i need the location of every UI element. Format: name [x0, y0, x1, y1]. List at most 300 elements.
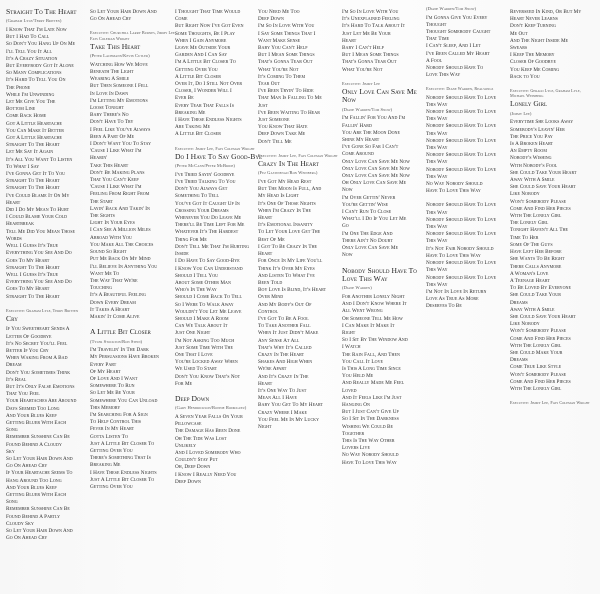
lyric-line: Inside	[175, 251, 189, 258]
lyric-line: But I Just Can't Give Up	[342, 409, 399, 416]
lyric-line: Come Around	[342, 151, 374, 158]
lyric-line: Nobody Should Have To Love	[426, 260, 497, 267]
song-credits: Executive: Graham Lyle, Terry Britten	[6, 307, 79, 313]
lyric-line: So Let Me Be Your	[90, 390, 135, 397]
lyric-line: I'm Letting My Emotions	[90, 97, 148, 104]
lyric-line: Nobody Should Have To Love	[426, 94, 497, 101]
lyric-line: Goes To My Heart	[6, 257, 50, 264]
lyric-line: Back to You	[510, 73, 540, 80]
lyric-line: Time To Her	[510, 234, 539, 241]
song-writers: (Diane Warren/Tom Snow)	[342, 106, 393, 112]
song-block	[258, 9, 346, 146]
lyric-line: Straight To The Heart	[6, 185, 60, 192]
song-credits: Executive: Gerald Lyle, Graham Lyle, Michael Weinberg	[510, 88, 581, 99]
lyric-line: This Way	[426, 145, 448, 152]
lyric-line: Wouldn't You Let Me Leave	[175, 308, 242, 315]
lyric-line: So I Sit By The Window And	[342, 337, 408, 344]
lyric-line: Hanging On	[342, 401, 370, 408]
lyric-line: Straight To The Heart	[6, 142, 60, 149]
lyric-line: I Feel Like You've Always	[90, 126, 151, 133]
song-writers: (Graham Lyle/Terry Britten)	[6, 18, 62, 24]
lyric-line: Go On Ahead Cry	[6, 535, 48, 542]
lyric-line: And Your Blues Keep	[6, 412, 57, 419]
lyric-line: Got A Little Heartache	[6, 120, 63, 127]
lyric-line: Have To Love This Way	[426, 252, 481, 259]
lyric-line: We Used To Start	[175, 366, 218, 373]
lyric-line: This Is The Way Other	[342, 437, 395, 444]
lyric-line: Closer Of Goodbye	[510, 59, 556, 66]
lyric-line: She Wants To Be Right	[510, 256, 565, 263]
lyric-line: Nobody Should Have To Love	[426, 202, 497, 209]
lyric-line: Been A Part Of Me	[90, 133, 135, 140]
song-title: Take This Heart	[90, 41, 141, 51]
lyric-line: I Thought That Time Would	[175, 9, 241, 15]
lyric-line: Baby I Can't Help	[342, 45, 384, 52]
lyric-line: Loved	[342, 387, 357, 394]
lyric-line: When I'm Crazy In The	[258, 207, 311, 214]
lyric-line: So I Sit In The Darkness	[342, 416, 399, 423]
lyric-line: I've Gonna Get It To You	[6, 171, 66, 178]
lyric-line: What You're Not	[258, 66, 299, 73]
lyric-line: It's Real	[6, 376, 27, 383]
song-writers: (Gary Hendrickson/Ronnie Rodriguez)	[175, 405, 247, 411]
verse	[175, 414, 263, 486]
lyric-line: Thought	[426, 21, 447, 28]
lyric-line: Straight To The Heart	[6, 178, 60, 185]
lyric-line: This Way	[426, 238, 448, 245]
lyric-line: A Little Bit Closer	[175, 73, 221, 80]
song-block	[510, 9, 596, 81]
lyric-line: I Keep The Memory	[510, 52, 555, 59]
lyric-line: The Rain Fall, And Then	[342, 351, 400, 358]
song-title: Only Love Can Save Me Now	[342, 87, 417, 105]
lyric-line: The Damage Has Been Done	[175, 428, 241, 435]
lyric-line: But I Had To Call	[6, 34, 50, 41]
song-credits: Executive: Diane Warren, Realsongs	[426, 86, 494, 92]
lyric-line: Baby There's No	[90, 112, 129, 119]
lyric-line: Song	[6, 499, 18, 506]
lyric-line: It's Hard To Talk About It	[342, 23, 406, 30]
lyric-line: Go	[342, 223, 349, 230]
lyric-line: So I Were To Walk Away	[175, 301, 234, 308]
song-title: Do I Have To Say Good-Bye	[175, 151, 263, 161]
lyric-line: Just A Little Bit Closer To	[90, 440, 155, 447]
lyrics-column-5	[342, 6, 430, 592]
lyric-line: Only Love Can Save Me	[342, 245, 399, 252]
lyric-line: Just Someone	[258, 117, 290, 124]
lyric-line: Dream	[6, 362, 22, 369]
lyric-line: You're Locked Away When	[175, 359, 238, 366]
lyric-line: Come Back Home	[6, 113, 47, 120]
lyric-line: It's Emotional Insanity	[258, 222, 313, 229]
lyric-line: Won't Somebody Please	[510, 198, 567, 205]
lyric-line: I Know You Can Understand	[175, 265, 243, 272]
lyric-line: Only Love Can Save Me Now	[342, 158, 410, 165]
lyric-line: If You Sweetheart Sends A	[6, 326, 70, 333]
lyric-line: Don't Be Making Plans	[90, 169, 145, 176]
lyric-line: And I Loved Somebody Who	[175, 449, 241, 456]
lyric-line: Oh The Tide Was Lost	[175, 435, 227, 442]
lyric-line: I've Tried Talking To You	[175, 179, 236, 186]
verse	[426, 15, 514, 80]
lyric-line: Some Thoughts, Be I Play	[175, 30, 236, 37]
lyric-line: Is A Broken Heart	[510, 141, 554, 148]
lyric-line: I've Got My Head Rest	[258, 179, 312, 186]
lyric-line: Abroad With You	[90, 234, 132, 241]
lyric-line: This Memory	[90, 404, 121, 411]
lyric-line: This Way	[426, 267, 448, 274]
lyric-line: This Way	[426, 116, 448, 123]
song-title: A Little Bit Closer	[90, 327, 151, 337]
lyric-line: Nobody Should Have To Love	[426, 109, 497, 116]
lyric-line: Every Tear That Falls Is	[175, 102, 234, 109]
lyric-line: I Can Make It Make It	[342, 322, 395, 329]
lyric-line: An Empty Room	[510, 148, 547, 155]
lyric-line: Let Me Say It Again	[6, 149, 54, 156]
lyric-line: But I Mean Some Things	[342, 52, 399, 59]
lyric-line: I Have These Endless Nights	[175, 117, 242, 124]
song-title: Straight To The Heart	[6, 7, 77, 16]
lyric-line: The Sights	[90, 213, 115, 220]
lyric-line: My Persuasions Have Broken	[90, 354, 159, 361]
lyric-line: With Nobody's Fool	[510, 162, 558, 169]
lyric-line: I've Gone So Far I Can't	[342, 144, 399, 151]
lyric-line: Breaking Me	[90, 462, 121, 469]
lyric-line: Sky	[6, 448, 15, 455]
lyrics-column-2	[90, 6, 178, 592]
lyric-line: Remember Sunshine Can Be	[6, 506, 70, 513]
lyric-line: Now	[342, 252, 353, 259]
lyric-line: Nobody Should Have To Love	[426, 274, 497, 281]
lyric-line: This Way	[426, 101, 448, 108]
lyric-line: Boy Love Is Blind, It's Heart	[258, 287, 327, 294]
lyric-line: Something To Tell	[175, 193, 220, 200]
lyric-line: 'Cause I Like What I'm	[90, 184, 142, 191]
lyrics-column-4	[258, 6, 346, 592]
lyric-line: Garden And I Can Say	[175, 52, 228, 59]
song-title: Crazy In The Heart	[258, 159, 319, 169]
lyric-line: Sound So Right	[90, 249, 127, 256]
lyric-line: Crossing Your Dreams	[175, 207, 229, 214]
lyric-line: Come And Find Her Pieces	[510, 378, 571, 385]
lyric-line: But Everybody Got It Alone	[6, 63, 74, 70]
lyric-line: The Lonely Girl	[510, 220, 549, 227]
lyric-line: I'm Fallin' For You And I'm	[342, 115, 406, 122]
lyric-line: And Really Made Me Feel	[342, 380, 405, 387]
lyric-line: Nobody Should Have To Love	[426, 231, 497, 238]
lyric-line: Goes To My Heart	[6, 286, 50, 293]
lyric-line: That Time	[426, 36, 450, 43]
lyric-line: I'm So In Love With You	[342, 9, 399, 15]
lyric-line: That You Can't Keep	[90, 177, 139, 184]
song-writers: (Diane Warren/Tom Snow)	[426, 6, 477, 11]
lyric-line: But Then Someone I Fell	[90, 83, 149, 90]
lyric-line: Heartbreak	[6, 221, 35, 228]
lyric-line: So Let Your Hair Down And	[90, 9, 157, 15]
lyric-line: Tear Out	[258, 81, 280, 88]
lyric-line: To Help Control This	[90, 419, 142, 426]
lyric-line: Nobody Should Have To	[426, 65, 484, 72]
lyric-line: Heart	[258, 215, 273, 222]
lyrics-column-6	[426, 6, 514, 592]
lyric-line: I Can See A Million Miles	[90, 227, 151, 234]
lyric-line: Nobody Should Have To Love	[426, 137, 497, 144]
lyric-line: Nobody Should Have To Love	[426, 123, 497, 130]
song-block	[426, 95, 514, 196]
lyric-line: There Calls Anymore	[510, 263, 562, 270]
lyric-line: It's A Crazy Situation	[6, 55, 58, 62]
verse	[426, 202, 514, 310]
lyric-line: Put Me Back On My Mind	[90, 256, 151, 263]
lyric-line: Heart	[258, 251, 273, 258]
lyric-line: Deep Down	[175, 478, 201, 485]
lyric-line: We're Apart	[258, 366, 287, 373]
lyric-line: Just A Little Bit Closer To	[90, 476, 155, 483]
lyric-line: With The Lonely Girl	[510, 213, 562, 220]
lyric-line: Found Behind A Partly	[6, 513, 61, 520]
lyric-line: Right	[342, 329, 356, 336]
song-block	[258, 160, 346, 431]
lyric-line: Who's In The Way	[175, 287, 217, 294]
lyric-line: Some Of The Guys	[510, 241, 553, 248]
lyric-line: Love As True As More	[426, 296, 479, 303]
lyric-line: With The Lonely Girl	[510, 342, 562, 349]
lyric-line: I've Got To Be A Fool	[258, 315, 309, 322]
lyric-line: It's Not Fair Nobody Should	[426, 245, 494, 252]
lyric-line: You've Got It Caught Up In	[175, 200, 240, 207]
lyric-line: Well I Guess It's True	[6, 271, 59, 278]
lyric-line: Are Taking Me	[175, 124, 211, 131]
lyric-line: Got A Little Heartache	[6, 135, 63, 142]
lyric-line: Only Love Can Save Me Now	[342, 165, 410, 172]
song-block	[510, 100, 596, 393]
verse	[258, 9, 346, 146]
lyric-line: Won't Somebody Please	[510, 371, 567, 378]
lyric-line: To Let Your Love Get The	[258, 229, 321, 236]
lyric-line: Want Me To	[90, 270, 120, 277]
lyric-line: Love This Way	[426, 72, 461, 79]
lyric-line: Getting Over You	[90, 483, 133, 490]
song-credits: Executive: Jimmy Lee, Fats Coleman Wright	[510, 400, 590, 406]
lyric-line: She Could Make Your	[510, 349, 563, 356]
lyric-line: Oh Only Love Can Save Me	[342, 180, 407, 187]
lyric-line: It Takes A Heart	[90, 306, 130, 313]
lyric-line: Baby You Can't Help	[258, 45, 308, 52]
lyric-line: 'Cause I Like What I'm	[90, 148, 142, 155]
lyric-line: This Way	[426, 224, 448, 231]
lyric-line: Makin' It Come Alive	[90, 313, 140, 320]
lyric-line: Getting Over You	[90, 447, 133, 454]
song-block	[342, 9, 430, 74]
lyric-line: Together	[342, 430, 365, 437]
verse	[6, 27, 94, 301]
lyric-line: For Me	[175, 380, 193, 387]
lyric-line: Ever Be	[175, 95, 194, 102]
lyric-line: A Seven Year Falls On Your	[175, 413, 243, 420]
lyric-line: You're Gettin' Wise	[342, 201, 389, 208]
verse	[426, 95, 514, 196]
lyric-line: In Love In Dawn	[90, 90, 129, 97]
lyric-line: It's All You Want To Listen	[6, 156, 73, 163]
lyric-line: And Your Blues Keep	[6, 484, 57, 491]
lyric-line: So Don't You Hang Up On Me	[6, 41, 76, 48]
lyric-line: Breaking Me	[175, 109, 206, 116]
lyric-line: Layin' Back And Takin' In	[90, 205, 150, 212]
lyric-line: Should I Tell You	[175, 272, 219, 279]
song-block	[90, 328, 178, 491]
lyric-line: Like Nobody	[510, 191, 540, 198]
lyric-line: So Let Your Hair Down And	[6, 455, 73, 462]
lyric-line: That You Feel	[6, 391, 40, 398]
lyric-line: Away With A Smile	[510, 306, 555, 313]
song-block	[426, 202, 514, 310]
song-credits: Executive: Jimmy Lee, Fats Coleman Wright	[175, 145, 255, 151]
lyric-line: Think It's Over My Eyes	[258, 265, 315, 272]
lyric-line: I've Tried Sayin' Goodbye	[175, 171, 235, 178]
lyric-line: No Way Nobody Should	[426, 181, 483, 188]
lyric-line: But The Moon Is Full, And	[258, 186, 322, 193]
lyric-line: The Way That We're	[90, 277, 138, 284]
song-block	[175, 9, 263, 139]
lyric-line: A Fool	[426, 57, 443, 64]
lyric-line: Should I Make A Room	[175, 315, 229, 322]
lyric-line: Just One Night	[175, 330, 211, 337]
lyric-line: Lovers Live	[342, 445, 370, 452]
lyric-line: It's Unexplained Feeling	[342, 16, 400, 23]
lyric-line: This Way	[426, 130, 448, 137]
lyric-line: For Once In My Life You'll	[258, 258, 323, 265]
lyric-line: Closer, I Wonder Will I	[175, 88, 232, 95]
lyric-line: Somewhere To Run	[90, 383, 135, 390]
lyric-line: The Start	[90, 198, 114, 205]
verse	[510, 119, 596, 393]
song-block	[175, 395, 263, 486]
lyrics-column-1	[6, 6, 94, 592]
lyric-line: Don't You Know That's Not	[175, 373, 241, 380]
lyric-line: Over It, Do I Still Not Over	[175, 81, 243, 88]
lyric-line: Tell Me Did You Mean Those	[6, 228, 75, 235]
song-writers: (Fez Gastinenau/Ron Weinberg)	[258, 170, 318, 176]
lyric-line: So Many Complications	[6, 70, 62, 77]
lyric-line: Getting Bluer With Each	[6, 492, 67, 498]
lyric-line: I'm Travelin' In The Dark	[90, 347, 149, 354]
lyric-line: And The Night Inside Me	[510, 37, 569, 44]
song-block	[426, 6, 514, 79]
song-credits: Executive: Jimmy Lee	[342, 80, 381, 86]
lyric-line: Couldn't Stay Put	[175, 457, 218, 464]
lyric-line: Everything You See And Do	[6, 279, 72, 286]
lyric-line: Have To Love This Way	[342, 459, 397, 466]
lyric-line: Night	[258, 423, 272, 430]
song-writers: (Peter Lachmann/Kevin Cutler)	[90, 53, 150, 59]
lyric-line: Swears	[510, 45, 528, 52]
lyric-line: I Say Some Things That I	[258, 30, 316, 37]
lyric-line: Hearin'	[90, 155, 108, 162]
lyric-line: Light In Your Eyes	[90, 220, 135, 227]
lyric-line: You Feel Me In My Lucky	[258, 416, 320, 423]
song-credits: Executive: Jimmy Lee, Fats Coleman Wright	[258, 152, 338, 158]
song-title: Lonely Girl	[510, 99, 548, 109]
lyric-line: What You're Not	[342, 66, 383, 73]
lyric-line: Shine My Heart	[342, 137, 380, 144]
lyric-line: Did I Do My Mean To Hurt	[6, 207, 70, 214]
lyric-line: Been Told	[258, 279, 283, 286]
song-block	[342, 267, 430, 467]
lyric-line: And I Don't Know Where It	[342, 301, 407, 308]
lyric-line: Your Heartaches Are Around	[6, 398, 77, 405]
lyric-line: Every Part	[90, 361, 117, 368]
lyric-line: Gotta Listen To	[90, 433, 128, 440]
lyric-line: I'm Gonna Give You Every	[426, 14, 488, 21]
lyric-line: Cloudy Sky	[6, 520, 34, 527]
lyric-line: When It Just Didn't Make	[258, 330, 319, 337]
lyric-line: That's Gonna Tear Out	[258, 59, 313, 66]
lyric-line: Touching	[90, 285, 113, 292]
lyric-line: Come And Find Her Pieces	[510, 205, 571, 212]
song-credits: Executive: Churchill Larry Burnes, Jimmy Lee, Fats Coleman Wright	[90, 30, 176, 41]
lyric-line: I Could Blame Your Cold	[6, 214, 68, 221]
lyric-line: Well I Guess It's True	[6, 243, 59, 250]
lyric-line: Loose Tonight	[90, 105, 124, 112]
lyric-line: A Woman's Love	[510, 270, 549, 277]
lyric-line: Should I Come Back To Tell	[175, 294, 243, 301]
lyric-line: It's No Secret You'll Feel	[6, 340, 68, 347]
lyric-line: This Way	[426, 159, 448, 166]
lyric-line: Can We Talk About It	[175, 323, 228, 330]
lyric-line: I Got To Be Crazy In The	[258, 243, 318, 250]
lyric-line: To Take Another Fall	[258, 323, 311, 330]
lyric-line: I'm Not Asking Too Much	[175, 337, 235, 344]
lyric-line: There Ain't No Doubt	[342, 237, 393, 244]
song-block	[6, 315, 94, 543]
lyric-line: That's Gonna Tear Out	[342, 59, 397, 66]
lyric-line: Have To Love This Way	[426, 188, 481, 195]
lyric-line: She Could Save Your Heart	[510, 184, 576, 191]
lyric-line: I Can't Sleep, And I Let	[426, 43, 481, 50]
lyric-line: This Way	[426, 281, 448, 288]
lyric-line: Won't Somebody Please	[510, 328, 567, 335]
lyric-line: Go On Ahead Cry	[90, 16, 132, 23]
lyric-line: Whenever You Do Leave Me	[175, 215, 242, 222]
lyric-line: Don't You Sometimes Think	[6, 369, 71, 376]
lyric-line: I Can't Run To Close	[342, 209, 392, 216]
lyric-line: And It Feels Like I'm Just	[342, 394, 402, 401]
lyric-line: I've Been Called My Heart	[426, 50, 490, 57]
lyric-line: Nobody's Wishing	[510, 155, 552, 162]
lyric-line: Just Some Time With The	[175, 344, 233, 351]
lyric-line: The Phone	[6, 84, 31, 91]
lyric-line: Heart	[342, 37, 357, 44]
lyric-line: You Can Make It Better	[6, 127, 64, 134]
lyric-line: Thought Somebody Caught	[426, 29, 491, 35]
lyric-line: That's Why It's Called	[258, 344, 312, 351]
lyric-line: I'm A Little Bit Closer To	[175, 59, 236, 66]
song-writers: (Tyler Stockton/Ron Stein)	[90, 338, 143, 344]
lyric-line: Down Every Dream	[90, 299, 136, 306]
verse	[175, 172, 263, 388]
lyric-line: Don't Have To Try	[90, 119, 134, 126]
lyric-line: You Held Me	[342, 373, 374, 380]
lyric-line: Watching How We Move	[90, 61, 148, 68]
song-block	[175, 153, 263, 388]
lyric-line: While I'm Unwinding	[6, 91, 55, 98]
lyric-line: Oh, Deep Down	[175, 464, 211, 471]
lyric-line: I Know That I'm Late Now	[6, 27, 67, 33]
lyric-line: Letter Of Goodbye	[6, 333, 52, 340]
lyric-line: Beneath The Light	[90, 69, 134, 76]
lyric-line: Go On Ahead Cry	[6, 463, 48, 470]
lyric-line: Reverseed In Kind, Or But My	[510, 9, 582, 15]
